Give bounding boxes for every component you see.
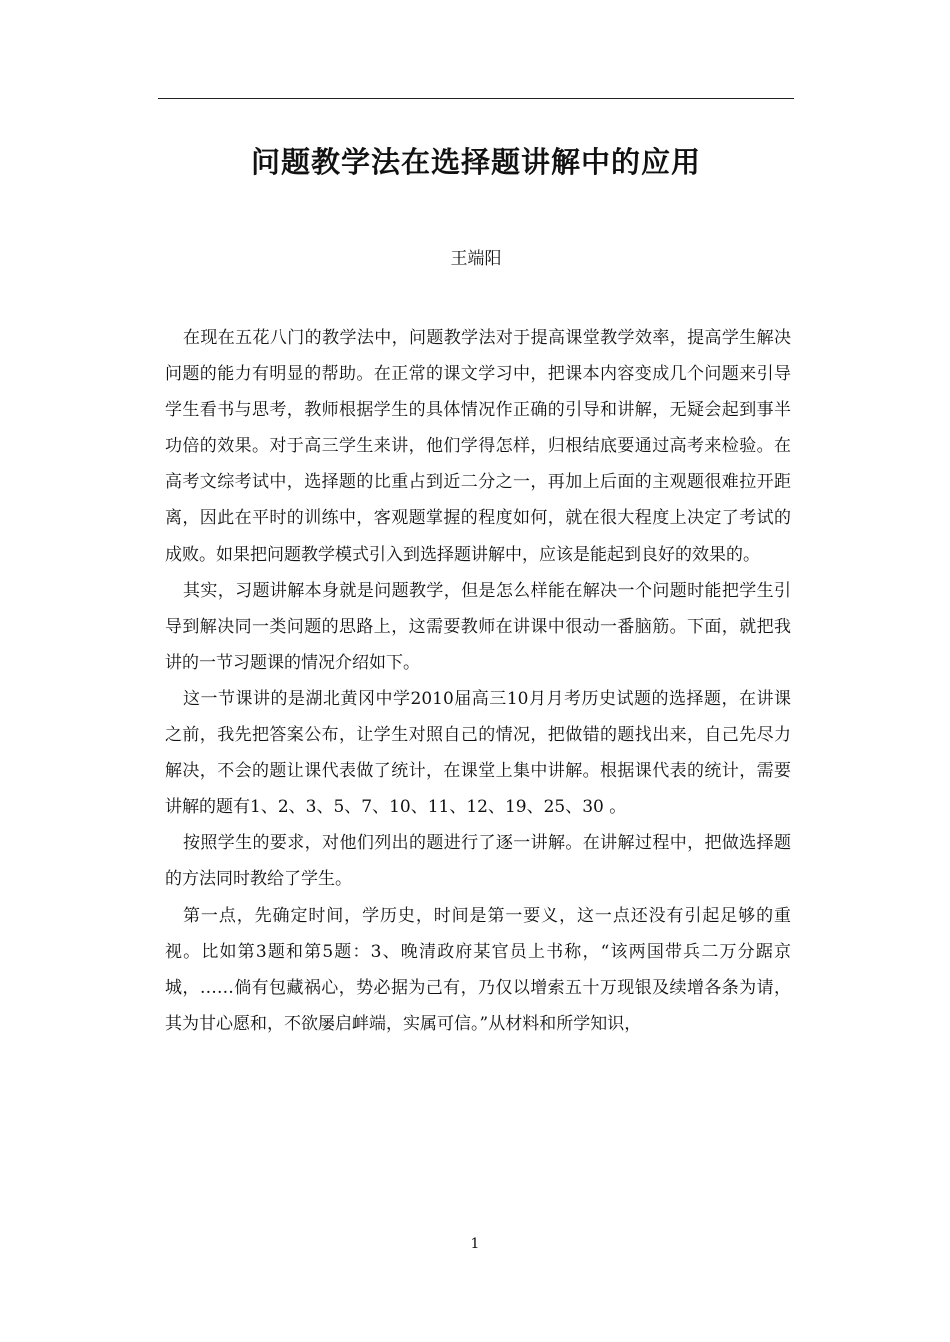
document-body: [165, 320, 791, 1042]
document-title: 问题教学法在选择题讲解中的应用: [250, 145, 701, 179]
paragraph-5: 第一点，先确定时间，学历史，时间是第一要义，这一点还没有引起足够的重视。比如第3题和第5题：3、晚清政府某官员上书称，“该两国带兵二万分踞京城，……倘有包藏祸心，势必据为己有，乃仅以增索五十万现银及续增各条为请，其为甘心愿和，不欲屡启衅端，实属可信。”从材料和所学知识，: [165, 905, 791, 1034]
paragraph-3: 这一节课讲的是湖北黄冈中学2010届高三10月月考历史试题的选择题，在讲课之前，我先把答案公布，让学生对照自己的情况，把做错的题找出来，自己先尽力解决，不会的题让课代表做了统计，在课堂上集中讲解。根据课代表的统计，需要讲解的题有1、2、3、5、7、10、11、12、19、25、30 。: [165, 688, 791, 818]
page-number: 1: [470, 1236, 480, 1252]
paragraph-4: 按照学生的要求，对他们列出的题进行了逐一讲解。在讲解过程中，把做选择题的方法同时教给了学生。: [165, 833, 791, 890]
header-rule: [158, 98, 794, 99]
paragraph-1: 在现在五花八门的教学法中，问题教学法对于提高课堂教学效率，提高学生解决问题的能力有明显的帮助。在正常的课文学习中，把课本内容变成几个问题来引导学生看书与思考，教师根据学生的具体情况作正确的引导和讲解，无疑会起到事半功倍的效果。对于高三学生来讲，他们学得怎样，归根结底要通过高考来检验。在高考文综考试中，选择题的比重占到近二分之一，再加上后面的主观题很难拉开距离，因此在平时的训练中，客观题掌握的程度如何，就在很大程度上决定了考试的成败。如果把问题教学模式引入到选择题讲解中，应该是能起到良好的效果的。: [165, 328, 791, 565]
paragraph-2: 其实，习题讲解本身就是问题教学，但是怎么样能在解决一个问题时能把学生引导到解决同一类问题的思路上，这需要教师在讲课中很动一番脑筋。下面，就把我讲的一节习题课的情况介绍如下。: [165, 580, 791, 673]
author-name: 王端阳: [450, 249, 502, 269]
